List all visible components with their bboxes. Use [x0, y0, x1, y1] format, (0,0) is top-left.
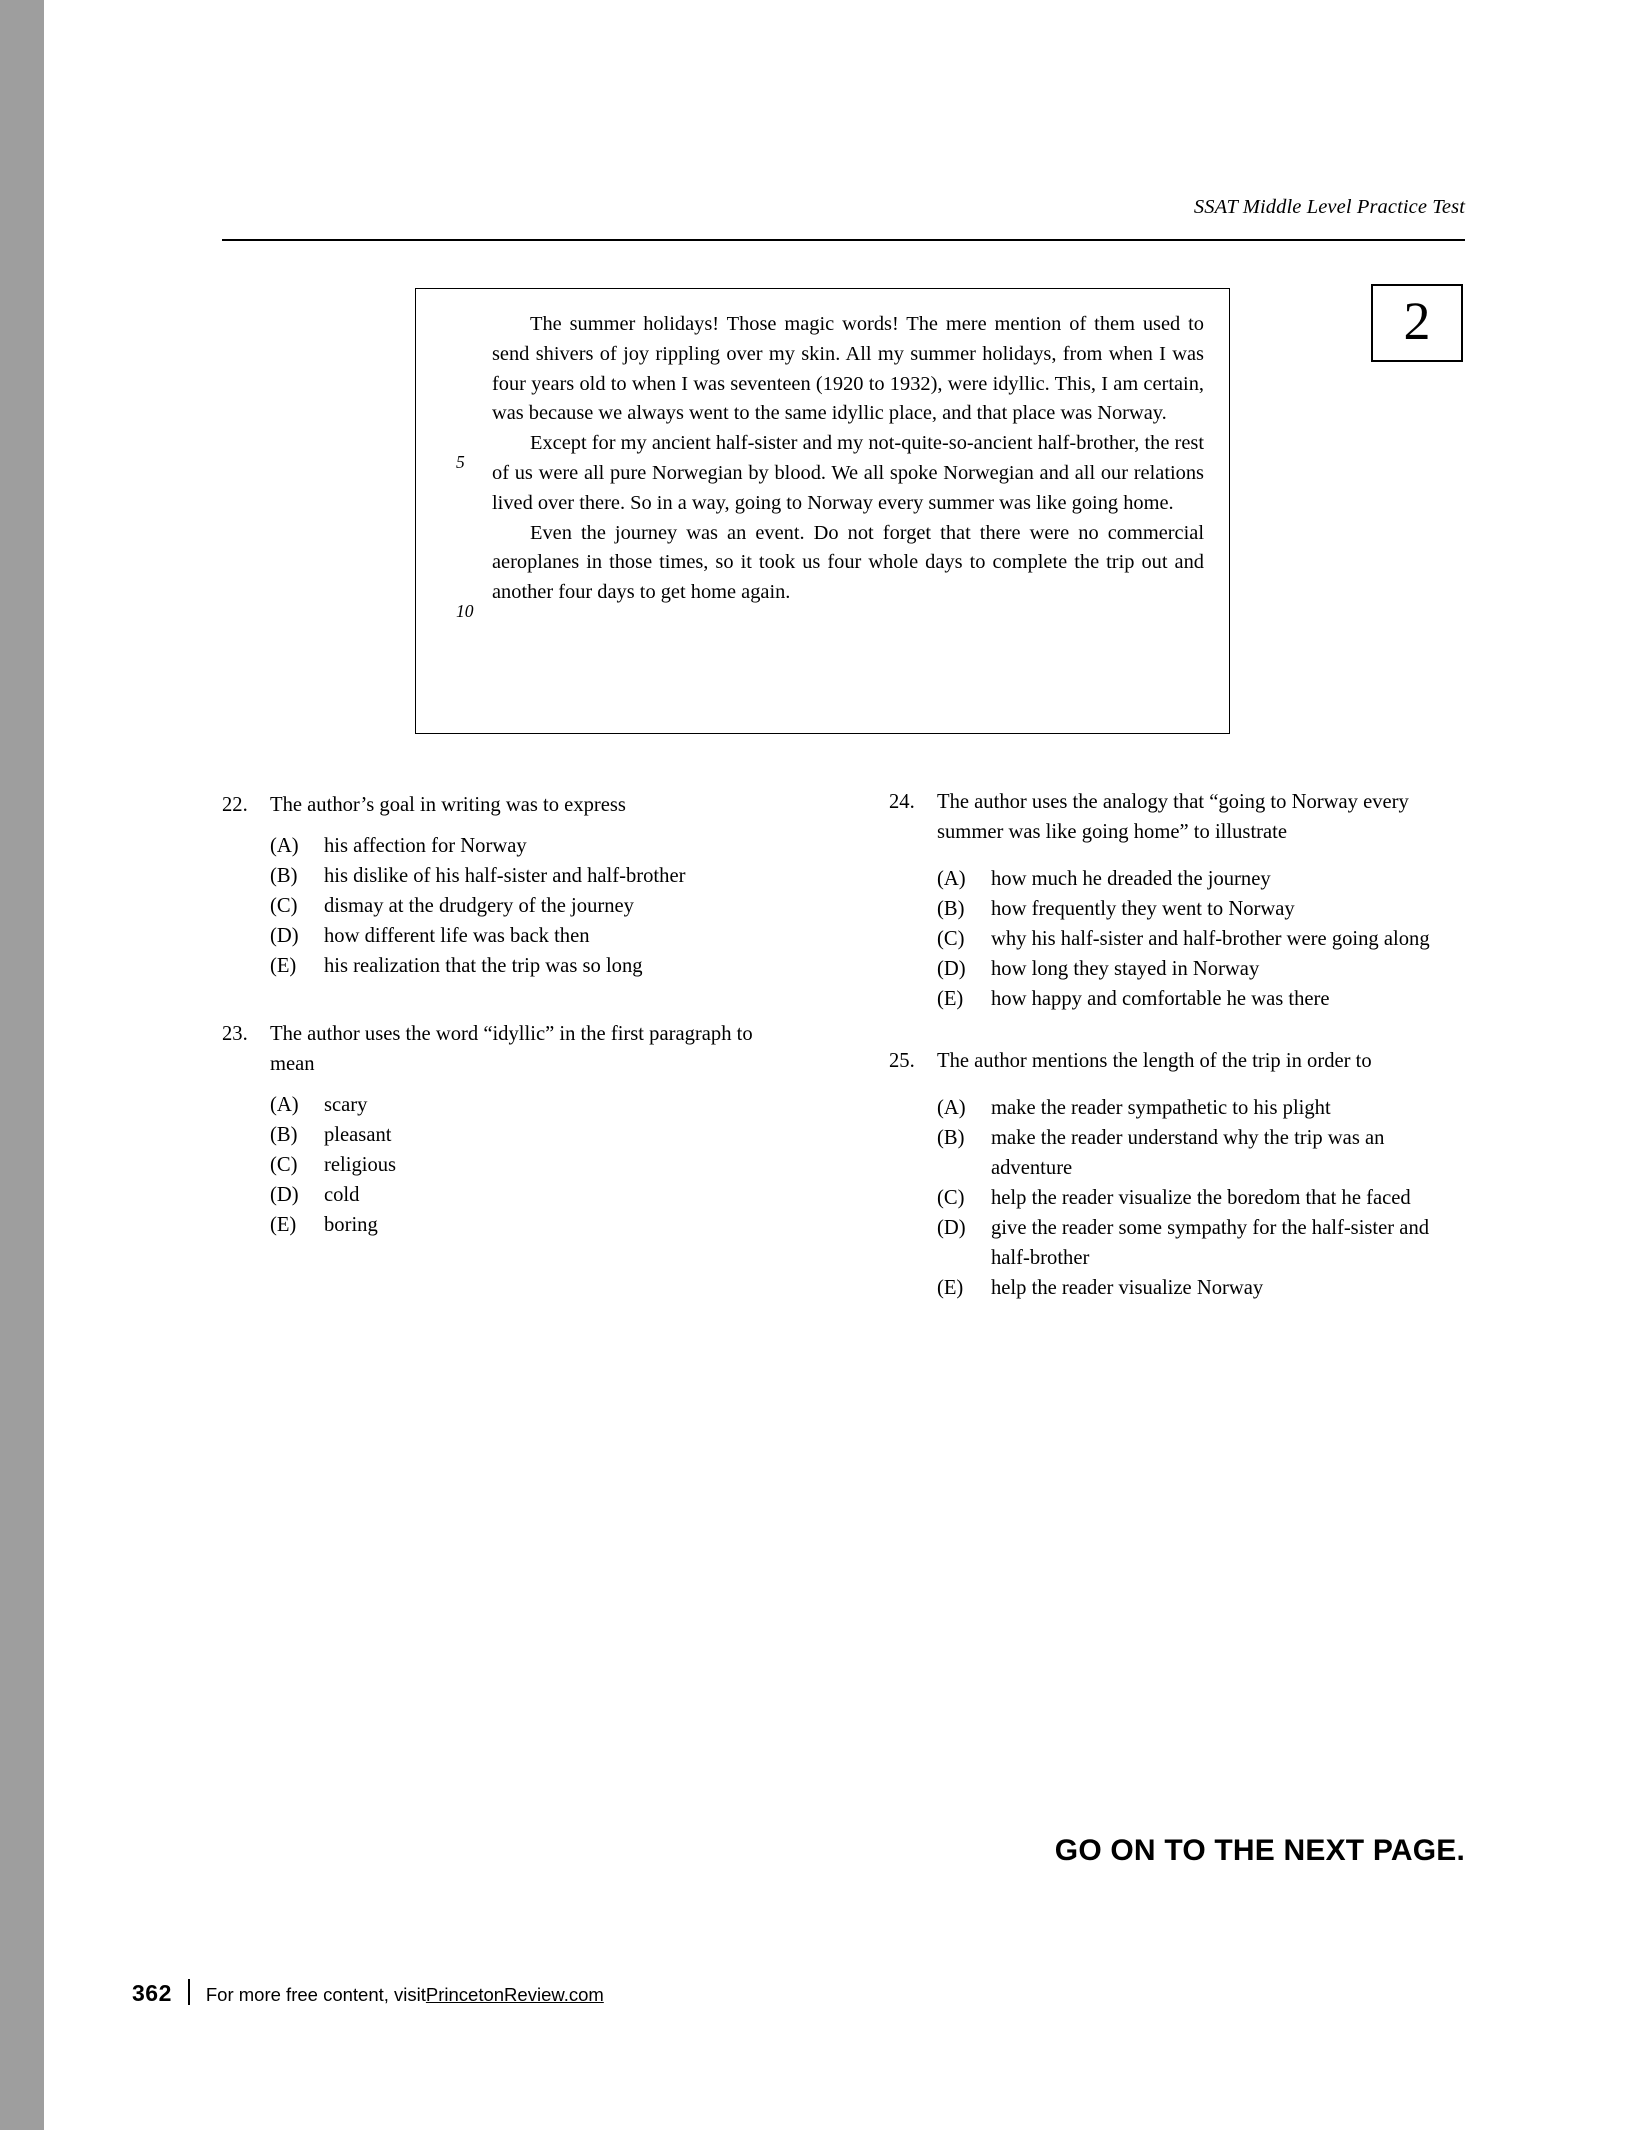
choice-letter: (E) — [270, 955, 297, 977]
choice-letter: (C) — [937, 928, 965, 950]
choice-text: give the reader some sympathy for the half-sister and half-brother — [991, 1217, 1430, 1269]
section-number: 2 — [1403, 291, 1431, 351]
questions-column-right — [889, 787, 1459, 1329]
choice-letter: (A) — [270, 1094, 299, 1116]
choice-text: cold — [324, 1184, 360, 1206]
choice-text: how much he dreaded the journey — [991, 868, 1271, 890]
answer-choice-c[interactable] — [270, 1150, 802, 1180]
question-stem — [222, 790, 802, 820]
answer-choice-c[interactable] — [937, 1183, 1459, 1213]
choice-letter: (B) — [270, 1124, 298, 1146]
question-number: 25. — [889, 1050, 915, 1072]
choice-letter: (B) — [937, 1127, 965, 1149]
running-header: SSAT Middle Level Practice Test — [1193, 196, 1465, 218]
answer-choice-c[interactable] — [937, 924, 1459, 954]
question-text: The author’s goal in writing was to express — [270, 794, 626, 816]
answer-choice-a[interactable] — [937, 1093, 1459, 1123]
choice-text: why his half-sister and half-brother were going along — [991, 928, 1430, 950]
answer-choice-b[interactable] — [270, 1120, 802, 1150]
question-24 — [889, 787, 1459, 1014]
choice-text: boring — [324, 1214, 378, 1236]
choice-text: his affection for Norway — [324, 835, 527, 857]
answer-choices — [222, 831, 802, 981]
answer-choices — [222, 1090, 802, 1240]
choice-letter: (D) — [270, 1184, 299, 1206]
choice-text: his dislike of his half-sister and half-brother — [324, 865, 686, 887]
answer-choice-a[interactable] — [270, 831, 802, 861]
choice-letter: (B) — [270, 865, 298, 887]
question-stem — [222, 1019, 802, 1079]
choice-letter: (C) — [270, 895, 298, 917]
question-25 — [889, 1046, 1459, 1303]
choice-letter: (E) — [270, 1214, 297, 1236]
footer-text: For more free content, visit — [205, 1984, 426, 2005]
reading-passage-box — [415, 288, 1230, 734]
passage-text — [492, 310, 1204, 608]
choice-letter: (C) — [937, 1187, 965, 1209]
choice-text: religious — [324, 1154, 397, 1176]
answer-choice-d[interactable] — [270, 921, 802, 951]
choice-text: his realization that the trip was so long — [324, 955, 643, 977]
answer-choice-e[interactable] — [937, 984, 1459, 1014]
question-number: 24. — [889, 791, 915, 813]
answer-choice-a[interactable] — [937, 864, 1459, 894]
line-number-5: 5 — [456, 452, 465, 472]
question-number: 22. — [222, 794, 248, 816]
choice-letter: (E) — [937, 988, 964, 1010]
choice-text: dismay at the drudgery of the journey — [324, 895, 634, 917]
answer-choices — [889, 864, 1459, 1014]
answer-choice-d[interactable] — [270, 1180, 802, 1210]
answer-choice-a[interactable] — [270, 1090, 802, 1120]
passage-paragraph-1: The summer holidays! Those magic words! The mere mention of them used to send shivers of joy rippling over my skin. All my summer holidays, from when I was four years old to when I was seventeen (1920 to 1932), were idyllic. This, I am certain, was because we always went to the same idyllic place, and that place was Norway. — [492, 313, 1204, 425]
choice-letter: (B) — [937, 898, 965, 920]
question-text: The author uses the word “idyllic” in the first paragraph to mean — [270, 1023, 753, 1075]
page-body — [44, 0, 1640, 2130]
choice-letter: (A) — [270, 835, 299, 857]
go-on-notice: GO ON TO THE NEXT PAGE. — [1054, 1834, 1465, 1867]
question-23 — [222, 1019, 802, 1240]
answer-choice-b[interactable] — [270, 861, 802, 891]
answer-choice-e[interactable] — [270, 951, 802, 981]
choice-text: make the reader sympathetic to his plight — [991, 1097, 1331, 1119]
answer-choice-b[interactable] — [937, 894, 1459, 924]
footer-divider — [188, 1979, 190, 2005]
choice-text: make the reader understand why the trip was an adventure — [991, 1127, 1385, 1179]
choice-text: how different life was back then — [324, 925, 590, 947]
answer-choice-b[interactable] — [937, 1123, 1459, 1183]
answer-choice-d[interactable] — [937, 1213, 1459, 1273]
question-number: 23. — [222, 1023, 248, 1045]
choice-text: pleasant — [324, 1124, 392, 1146]
choice-text: how long they stayed in Norway — [991, 958, 1260, 980]
question-stem — [889, 787, 1459, 847]
answer-choices — [889, 1093, 1459, 1303]
question-stem — [889, 1046, 1459, 1076]
questions-column-left — [222, 790, 802, 1266]
page-edge-shadow — [0, 0, 44, 2130]
choice-text: how frequently they went to Norway — [991, 898, 1295, 920]
question-text: The author mentions the length of the trip in order to — [937, 1050, 1372, 1072]
passage-paragraph-2: Except for my ancient half-sister and my not-quite-so-ancient half-brother, the rest of us were all pure Norwegian by blood. We all spoke Norwegian and all our relations lived over there. So in a way, going to Norway every summer was like going home. — [492, 432, 1204, 514]
line-number-10: 10 — [456, 601, 474, 621]
passage-paragraph-3: Even the journey was an event. Do not forget that there were no commercial aeroplanes in those times, so it took us four whole days to complete the trip out and another four days to get home again. — [492, 521, 1204, 604]
question-22 — [222, 790, 802, 981]
answer-choice-e[interactable] — [270, 1210, 802, 1240]
choice-text: help the reader visualize Norway — [991, 1277, 1264, 1299]
section-number-box — [1371, 284, 1463, 362]
choice-letter: (A) — [937, 868, 966, 890]
choice-text: help the reader visualize the boredom that he faced — [991, 1187, 1411, 1209]
choice-letter: (D) — [937, 1217, 966, 1239]
choice-text: how happy and comfortable he was there — [991, 988, 1330, 1010]
choice-letter: (E) — [937, 1277, 964, 1299]
choice-letter: (C) — [270, 1154, 298, 1176]
page-footer — [132, 1975, 604, 2007]
page-number: 362 — [132, 1980, 172, 2006]
answer-choice-e[interactable] — [937, 1273, 1459, 1303]
choice-letter: (A) — [937, 1097, 966, 1119]
choice-text: scary — [324, 1094, 368, 1116]
question-text: The author uses the analogy that “going to Norway every summer was like going home” to illustrate — [937, 791, 1409, 843]
answer-choice-d[interactable] — [937, 954, 1459, 984]
choice-letter: (D) — [937, 958, 966, 980]
header-rule — [222, 239, 1465, 241]
answer-choice-c[interactable] — [270, 891, 802, 921]
footer-link[interactable]: PrincetonReview.com — [425, 1984, 604, 2005]
choice-letter: (D) — [270, 925, 299, 947]
